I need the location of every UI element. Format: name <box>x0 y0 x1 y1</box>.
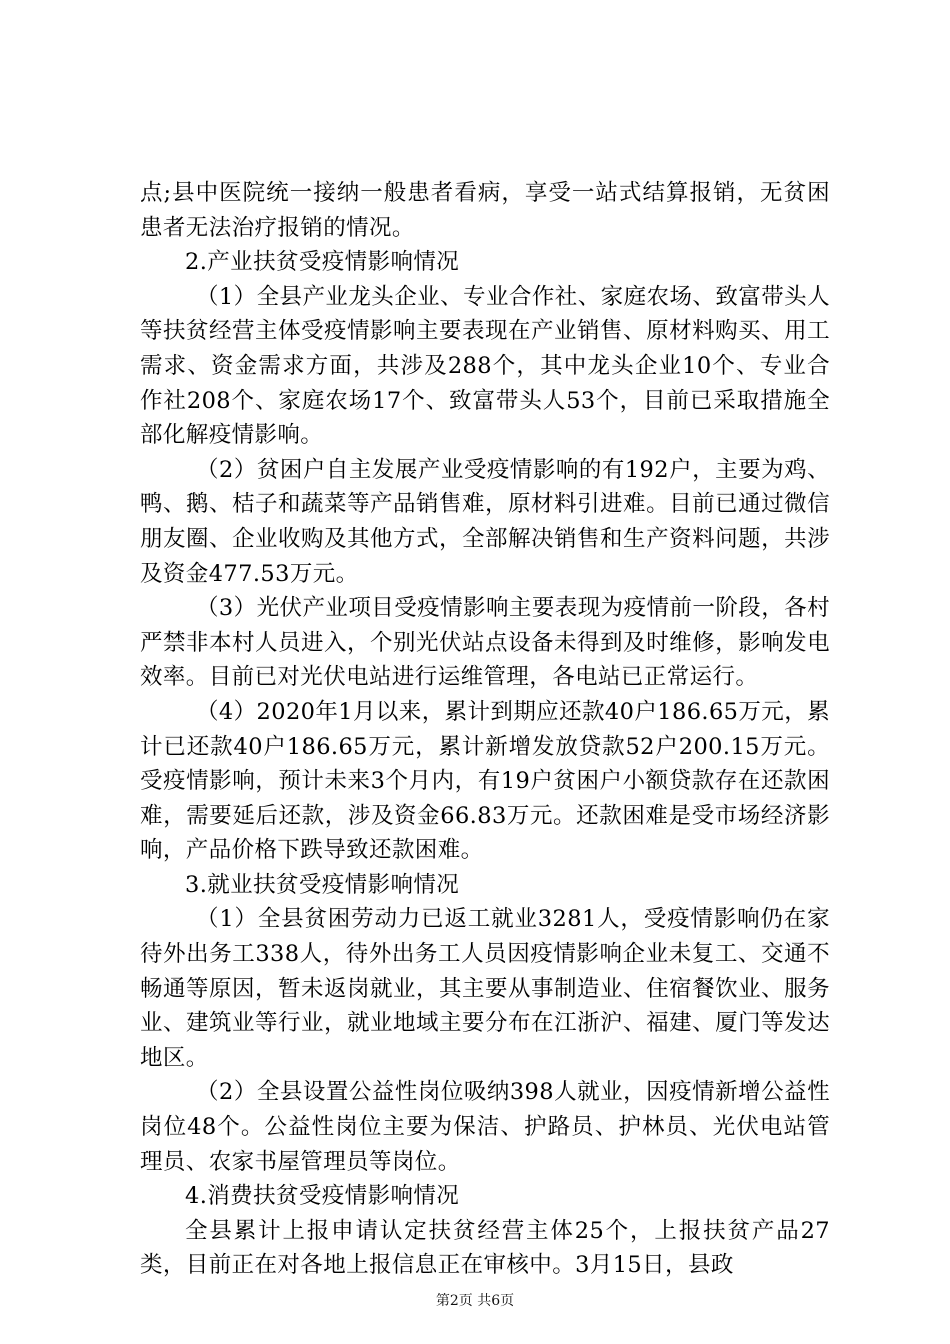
paragraph-industry-3: （3）光伏产业项目受疫情影响主要表现为疫情前一阶段，各村严禁非本村人员进入，个别光伏站点设备未得到及时维修，影响发电效率。目前已对光伏电站进行运维管理，各电站已正常运行。 <box>140 595 830 691</box>
paragraph-employment-2: （2）全县设置公益性岗位吸纳398人就业，因疫情新增公益性岗位48个。公益性岗位主要为保洁、护路员、护林员、光伏电站管理员、农家书屋管理员等岗位。 <box>140 1079 830 1175</box>
document-body <box>140 176 830 1283</box>
page-footer <box>0 1290 950 1310</box>
section-heading-industry: 2.产业扶贫受疫情影响情况 <box>185 249 460 276</box>
paragraph-industry-2: （2）贫困户自主发展产业受疫情影响的有192户，主要为鸡、鸭、鹅、桔子和蔬菜等产品销售难，原材料引进难。目前已通过微信朋友圈、企业收购及其他方式，全部解决销售和生产资料问题，共涉及资金477.53万元。 <box>140 456 830 587</box>
paragraph-industry-1: （1）全县产业龙头企业、专业合作社、家庭农场、致富带头人等扶贫经营主体受疫情影响主要表现在产业销售、原材料购买、用工需求、资金需求方面，共涉及288个，其中龙头企业10个、专业合作社208个、家庭农场17个、致富带头人53个，目前已采取措施全部化解疫情影响。 <box>140 283 830 449</box>
paragraph-industry-4: （4）2020年1月以来，累计到期应还款40户186.65万元，累计已还款40户186.65万元，累计新增发放贷款52户200.15万元。受疫情影响，预计未来3个月内，有19户贫困户小额贷款存在还款困难，需要延后还款，涉及资金66.83万元。还款困难是受市场经济影响，产品价格下跌导致还款困难。 <box>140 698 830 864</box>
paragraph-consumption-1: 全县累计上报申请认定扶贫经营主体25个，上报扶贫产品27类，目前正在对各地上报信息正在审核中。3月15日，县政 <box>140 1217 830 1279</box>
section-heading-employment: 3.就业扶贫受疫情影响情况 <box>185 871 460 898</box>
section-heading-consumption: 4.消费扶贫受疫情影响情况 <box>185 1183 460 1210</box>
page-number-label: 第2页 共6页 <box>435 1293 515 1309</box>
paragraph-employment-1: （1）全县贫困劳动力已返工就业3281人，受疫情影响仍在家待外出务工338人，待外出务工人员因疫情影响企业未复工、交通不畅通等原因，暂未返岗就业，其主要从事制造业、住宿餐饮业、服务业、建筑业等行业，就业地域主要分布在江浙沪、福建、厦门等发达地区。 <box>140 906 830 1071</box>
paragraph-1: 点;县中医院统一接纳一般患者看病，享受一站式结算报销，无贫困患者无法治疗报销的情况。 <box>140 180 830 241</box>
